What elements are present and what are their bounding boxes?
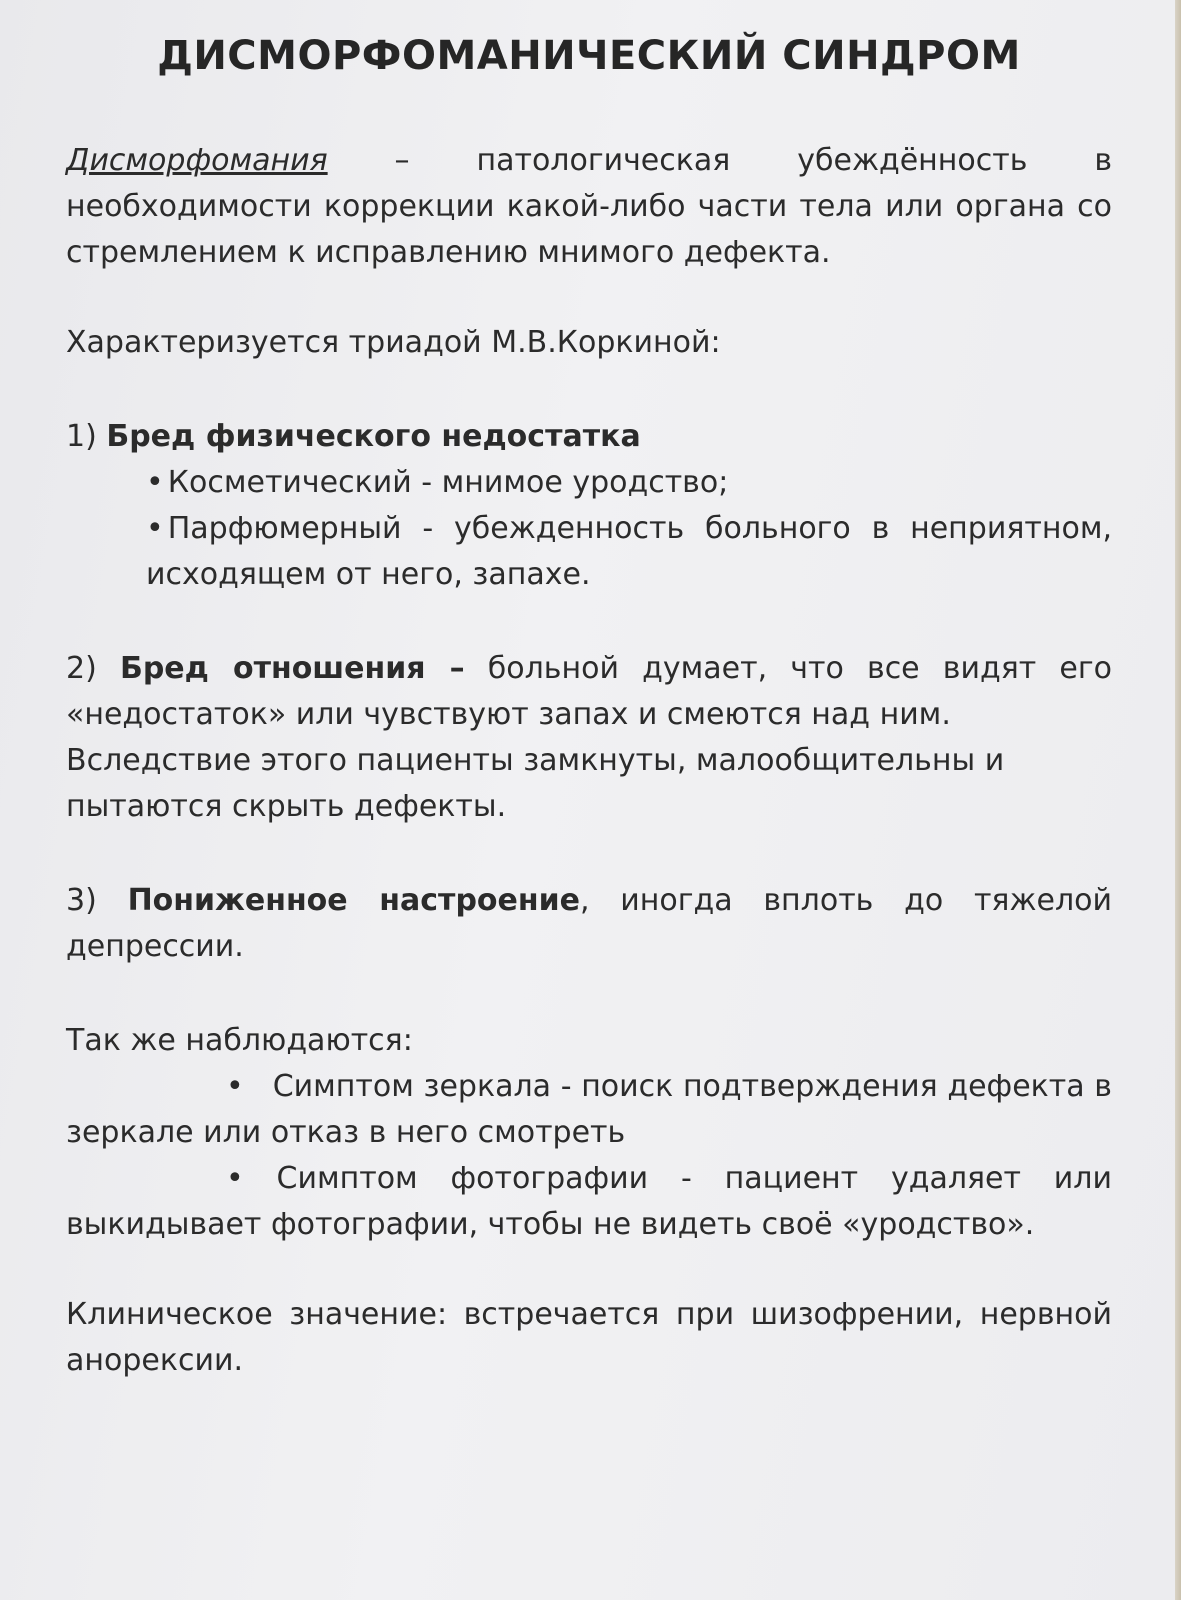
- subitem-text: Парфюмерный - убежденность больного в неприятном, исходящем от него, запахе.: [146, 511, 1112, 592]
- triad-item-2-text: больной думает, что все видят его «недостаток» или чувствуют запах и смеются над ним.: [66, 651, 1112, 732]
- definition-term: Дисморфомания: [66, 143, 328, 178]
- triad-item-3-text: , иногда вплоть до тяжелой депрессии.: [66, 883, 1112, 964]
- document-title: ДИСМОРФОМАНИЧЕСКИЙ СИНДРОМ: [157, 33, 1021, 79]
- triad-intro: Характеризуется триадой М.В.Коркиной:: [66, 325, 721, 360]
- triad-item-3-number: 3): [66, 883, 97, 918]
- definition-text: – патологическая убеждённость в необходимости коррекции какой-либо части тела или органа со стремлением к исправлению мнимого дефекта.: [66, 143, 1112, 270]
- triad-item-1-heading: Бред физического недостатка: [106, 419, 641, 454]
- triad-item-2-heading: Бред отношения –: [119, 651, 465, 686]
- triad-item-3: [66, 878, 1112, 970]
- triad-item-1-number: 1): [66, 419, 97, 454]
- triad-item-2: [66, 646, 1112, 738]
- document-content: [66, 28, 1112, 1384]
- subitem-text: Косметический - мнимое уродство;: [167, 465, 729, 500]
- triad-item-2-number: 2): [66, 651, 97, 686]
- list-item: [146, 506, 1112, 598]
- clinical-significance: Клиническое значение: встречается при шизофрении, нервной анорексии.: [66, 1297, 1112, 1378]
- also-item-mirror: [66, 1064, 1112, 1156]
- triad-item-1: [66, 414, 1112, 460]
- bullet-icon: •: [226, 1069, 244, 1104]
- triad-item-1-subitems: [66, 460, 1112, 598]
- also-item-text: Симптом фотографии - пациент удаляет или выкидывает фотографии, чтобы не видеть своё «уродство».: [66, 1161, 1112, 1242]
- list-item: [146, 460, 1112, 506]
- bullet-icon: •: [146, 465, 164, 500]
- wall-edge: [1175, 0, 1181, 1600]
- bullet-icon: •: [226, 1161, 244, 1196]
- also-item-text: Симптом зеркала - поиск подтверждения дефекта в зеркале или отказ в него смотреть: [66, 1069, 1112, 1150]
- triad-item-2-continuation: Вследствие этого пациенты замкнуты, малообщительны и пытаются скрыть дефекты.: [66, 743, 1005, 824]
- definition-paragraph: [66, 138, 1112, 276]
- also-heading: Так же наблюдаются:: [66, 1023, 413, 1058]
- bullet-icon: •: [146, 511, 164, 546]
- also-item-photo: [66, 1156, 1112, 1248]
- triad-item-3-heading: Пониженное настроение: [127, 883, 580, 918]
